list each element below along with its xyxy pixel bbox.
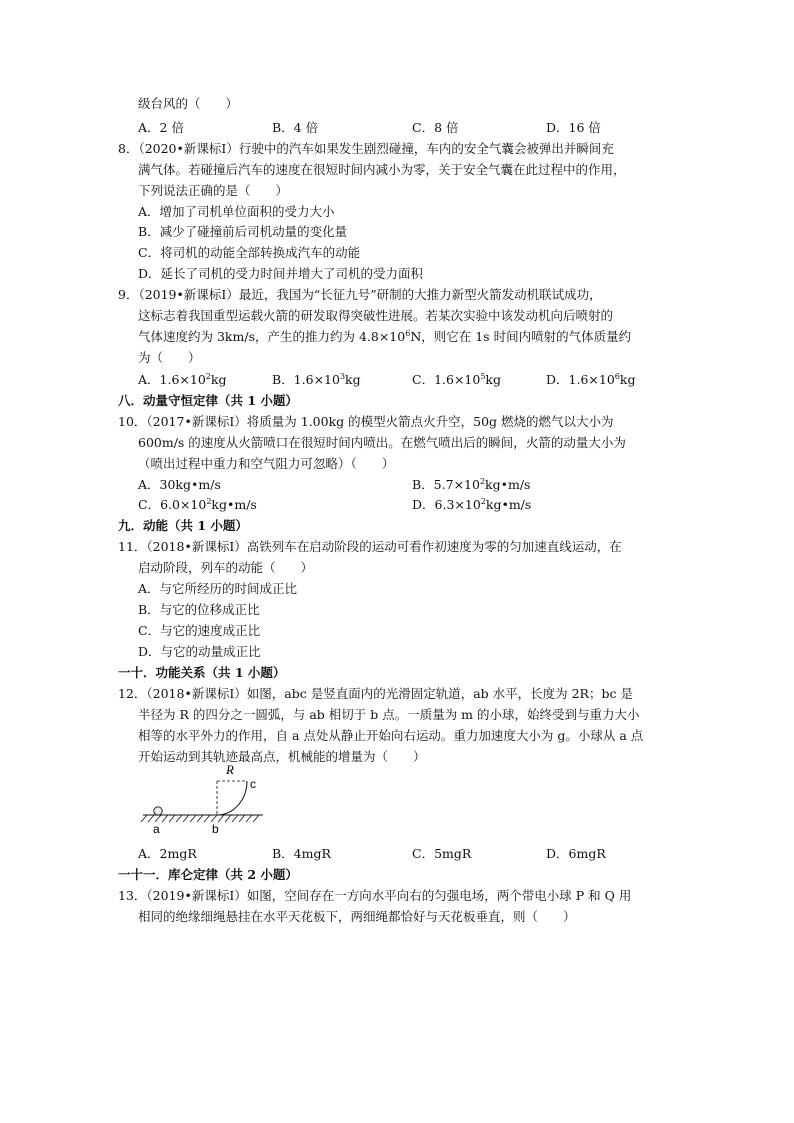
q8-stem-line-2: 满气体。若碰撞后汽车的速度在很短时间内减小为零，关于安全气囊在此过程中的作用， (138, 162, 626, 177)
q9-option-a: A．$1.6\times 10^2kg$ (138, 372, 227, 387)
q11-option-d: D．与它的动量成正比 (138, 644, 261, 659)
q9-option-d: D．$1.6\times 10^6kg$ (546, 372, 636, 387)
section-heading-9: 九．动能（共 1 小题） (118, 518, 248, 533)
ball (154, 807, 162, 815)
section-heading-8: 八．动量守恒定律（共 1 小题） (118, 393, 298, 408)
q7-option-c: C．8 倍 (412, 120, 459, 135)
q9-option-b: B．$1.6\times 10^3kg$ (272, 372, 361, 387)
q11-option-c: C．与它的速度成正比 (138, 623, 261, 638)
q12-option-b: B．4mgR (272, 846, 331, 861)
q7-continuation: 级台风的（ ） (138, 96, 239, 111)
q10-stem-line-3: （喷出过程中重力和空气阻力可忽略）（ ） (138, 456, 395, 471)
section-heading-11: 一十一．库仑定律（共 2 小题） (118, 867, 298, 882)
q12-track-figure (138, 762, 268, 834)
q12-option-a: A．2mgR (138, 846, 197, 861)
q9-stem-line-4: 为（ ） (138, 350, 201, 365)
q12-stem-line-3: 相等的水平外力的作用，自 a 点处从静止开始向右运动。重力加速度大小为 g。小球从 a 点 (138, 728, 644, 743)
q11-option-b: B．与它的位移成正比 (138, 602, 260, 617)
q12-option-c: C．5mgR (412, 846, 472, 861)
q12-stem-line-2: 半径为 R 的四分之一圆弧，与 ab 相切于 b 点。一质量为 m 的小球，始终受到与重力大小 (138, 707, 640, 722)
q7-option-a: A．2 倍 (138, 120, 184, 135)
q9-stem-line-2: 这标志着我国重型运载火箭的研发取得突破性进展。若某次实验中该发动机向后喷射的 (138, 308, 614, 323)
q10-stem-line-2: 600m/s 的速度从火箭喷口在很短时间内喷出。在燃气喷出后的瞬间，火箭的动量大小为 (138, 435, 626, 450)
q13-stem-line-2: 相同的绝缘细绳悬挂在水平天花板下，两细绳都恰好与天花板垂直，则（ ） (138, 909, 576, 924)
q11-stem-line-2: 启动阶段，列车的动能（ ） (138, 560, 314, 575)
q8-option-a: A．增加了司机单位面积的受力大小 (138, 204, 335, 219)
label-c: c (250, 777, 256, 791)
ground-hatching (141, 815, 259, 822)
q9-option-c: C．$1.6\times 10^5kg$ (412, 372, 501, 387)
q13-stem-line-1: 13．（2019•新课标Ⅰ）如图，空间存在一方向水平向右的匀强电场，两个带电小球 P 和 Q 用 (118, 888, 632, 903)
label-a: a (153, 822, 160, 834)
q8-stem-line-3: 下列说法正确的是（ ） (138, 183, 289, 198)
label-R: R (226, 762, 234, 777)
q8-option-b: B．减少了碰撞前后司机动量的变化量 (138, 224, 348, 239)
q11-option-a: A．与它所经历的时间成正比 (138, 581, 298, 596)
q10-option-b: B．$5.7\times 10^2kg•m/s$ (412, 477, 531, 492)
q10-stem-line-1: 10．（2017•新课标Ⅰ）将质量为 1.00kg 的模型火箭点火升空，50g 燃烧的燃气以大小为 (118, 414, 614, 429)
q9-stem-line-3: 气体速度约为 3km/s，产生的推力约为 $4.8\times 10^6N$，则它在 1s 时间内喷射的气体质量约 (138, 329, 632, 344)
q7-option-b: B．4 倍 (272, 120, 319, 135)
section-heading-10: 一十．功能关系（共 1 小题） (118, 665, 286, 680)
q8-option-d: D．延长了司机的受力时间并增大了司机的受力面积 (138, 266, 424, 281)
q8-option-c: C．将司机的动能全部转换成汽车的动能 (138, 245, 361, 260)
quarter-arc-bc (217, 781, 247, 815)
q10-option-a: A．30kg•m/s (138, 477, 221, 492)
q11-stem-line-1: 11．（2018•新课标Ⅰ）高铁列车在启动阶段的运动可看作初速度为零的匀加速直线运动，在 (118, 539, 622, 554)
q12-option-d: D．6mgR (546, 846, 606, 861)
q12-stem-line-4: 开始运动到其轨迹最高点，机械能的增量为（ ） (138, 749, 426, 764)
q12-stem-line-1: 12．（2018•新课标Ⅰ）如图，abc 是竖直面内的光滑固定轨道，ab 水平，长度为 2R；bc 是 (118, 686, 633, 701)
q7-option-d: D．16 倍 (546, 120, 601, 135)
q9-stem-line-1: 9．（2019•新课标Ⅰ）最近，我国为“长征九号”研制的大推力新型火箭发动机联试成功， (118, 287, 602, 302)
q10-option-c: C．$6.0\times 10^2kg•m/s$ (138, 497, 257, 512)
q8-stem-line-1: 8．（2020•新课标Ⅰ）行驶中的汽车如果发生剧烈碰撞，车内的安全气囊会被弹出并瞬间充 (118, 141, 614, 156)
label-b: b (212, 822, 219, 834)
q10-option-d: D．$6.3\times 10^2kg•m/s$ (412, 497, 532, 512)
